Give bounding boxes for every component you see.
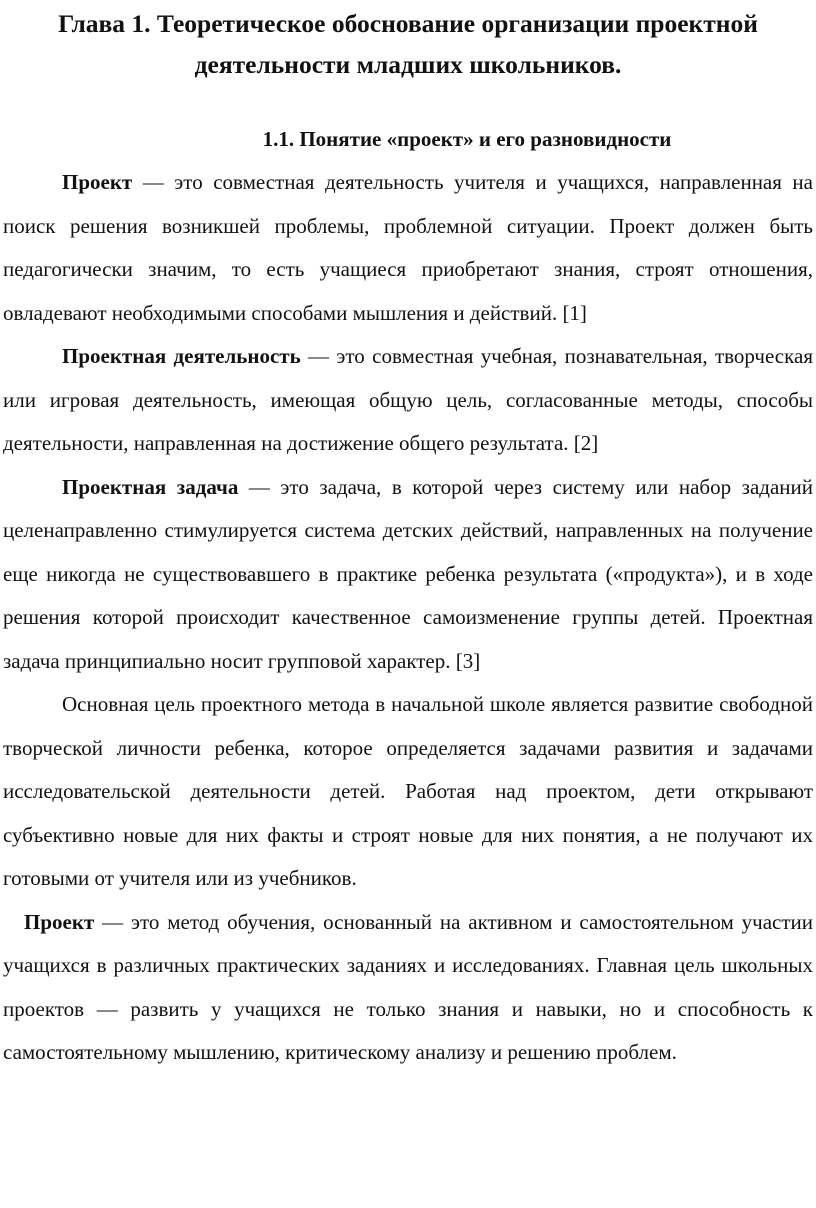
section-title: 1.1. Понятие «проект» и его разновидности [262,127,672,151]
paragraph-text: — это метод обучения, основанный на активном и самостоятельном участии учащихся в различных практических заданиях и исследованиях. Главная цель школьных проектов — развить у учащихся не только знания и навыки, но и способность к самостоятельному мышлению, критическому анализу и решению проблем. [3,909,813,1064]
paragraph-main-goal: Основная цель проектного метода в начальной школе является развитие свободной творческой личности ребенка, которое определяется задачами развития и задачами исследовательской деятельности детей. Работая над проектом, дети открывают субъективно новые для них факты и строят новые для них понятия, а не получают их готовыми от учителя или из учебников. [3,692,813,890]
term-project-task: Проектная задача [62,474,239,499]
paragraph-text: — это задача, в которой через систему или набор заданий целенаправленно стимулируется система детских действий, направленных на получение еще никогда не существовавшего в практике ребенка результата («продукта»), и в ходе решения которой происходит качественное самоизменение группы детей. Проектная задача принципиально носит групповой характер. [3] [3,474,813,673]
paragraph-project-definition [3,161,813,335]
paragraph-project-method [3,901,813,1075]
paragraph-project-task [3,466,813,684]
term-project: Проект [62,170,133,194]
term-project-activity: Проектная деятельность [62,344,301,368]
paragraph-text: — это совместная деятельность учителя и учащихся, направленная на поиск решения возникшей проблемы, проблемной ситуации. Проект должен быть педагогически значим, то есть учащиеся приобретают знания, строят отношения, овладевают необходимыми способами мышления и действий. [1] [3,170,813,325]
paragraph-text: — это совместная учебная, познавательная, творческая или игровая деятельность, имеющая общую цель, согласованные методы, способы деятельности, направленная на достижение общего результата. [2] [3,344,813,455]
chapter-title: Глава 1. Теоретическое обоснование организации проектной деятельности младших школьников. [58,9,758,79]
term-project: Проект [24,909,95,934]
paragraph-project-activity [3,335,813,466]
